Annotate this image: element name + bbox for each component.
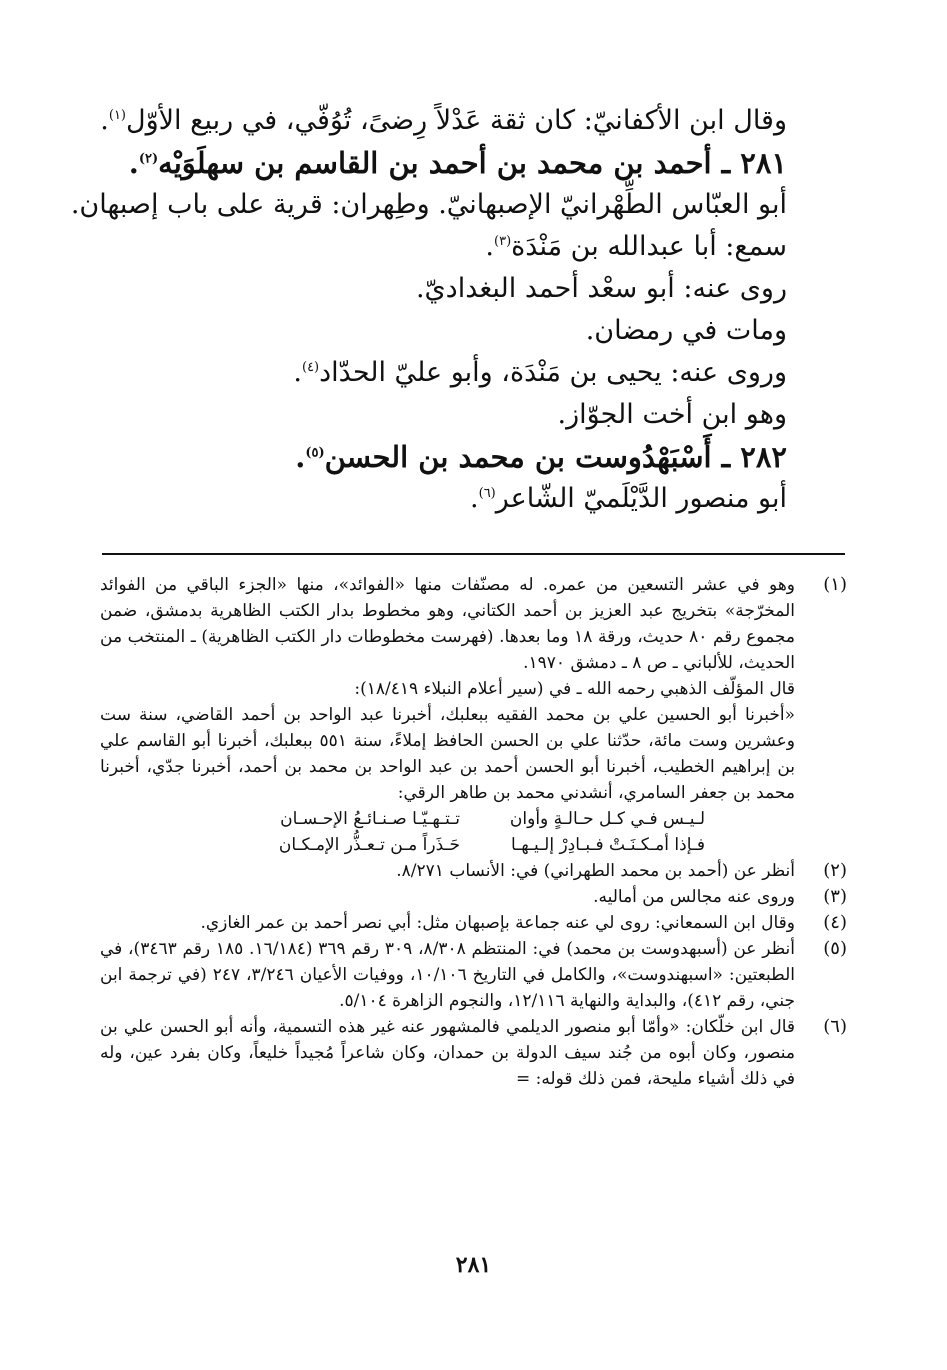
line-text: ٢٨١ ـ أحمد بن محمد بن أحمد بن القاسم بن سهلَوَيْه — [158, 146, 787, 180]
main-text — [70, 100, 787, 520]
footnote-ref: (٢) — [138, 151, 159, 167]
footnote-ref: (٣) — [494, 234, 512, 249]
entry-heading-281: ٢٨١ ـ أحمد بن محمد بن أحمد بن القاسم بن سهلَوَيْه$^{(٢)}$. — [128, 146, 787, 180]
footnote-text: أنظر عن (أسبهدوست بن محمد) في: المنتظم ٨/٣٠٨، ٣٠٩ رقم ٣٦٩ (١٦/١٨٤. ١٨٥ رقم ٣٤٦٣)، في الطبعتين: «اسبهندوست»، والكامل في التاريخ ١٠/١٠٦، ووفيات الأعيان ٣/٢٤٦، ٢٤٧ (في ترجمة ابن جني، رقم ٤١٢)، والبداية والنهاية ١٢/١١٦، والنجوم الزاهرة ٥/١٠٤. — [100, 939, 795, 1011]
line-text: سمع: أبا عبدالله بن مَنْدَة — [511, 231, 787, 262]
footnote-4 — [100, 910, 847, 936]
footnote-text: وروى عنه مجالس من أماليه. — [593, 887, 795, 907]
footnote-1 — [100, 572, 847, 858]
footnote-ref: (١) — [108, 108, 126, 123]
line-text: أبو منصور الدَّيْلَميّ الشّاعر — [495, 483, 787, 514]
line-text: وروى عنه: يحيى بن مَنْدَة، وأبو عليّ الحدّاد — [319, 357, 787, 388]
footnote-number: (٥) — [823, 938, 847, 959]
footnotes — [100, 572, 847, 1092]
verse-hemistich: لـيـس فـي كـل حـالـةٍ وأوان — [509, 809, 705, 829]
footnote-number: (٤) — [823, 912, 847, 933]
line-text: أبو العبّاس الطِّهْرانيّ الإصبهانيّ. وطِهران: قرية على باب إصبهان. — [70, 189, 787, 220]
text-line: سمع: أبا عبدالله بن مَنْدَة$^{(٣)}$. — [485, 231, 787, 262]
text-line — [70, 184, 787, 226]
text-line — [160, 394, 787, 436]
verse-hemistich: تـتـهـيّـا صـنـائـعُ الإحـسـان — [280, 809, 460, 829]
line-text: ٢٨٢ ـ أَسْبَهْدُوست بن محمد بن الحسن — [324, 440, 787, 474]
footnote-ref: (٥) — [305, 445, 325, 461]
footnote-text: «أخبرنا أبو الحسين علي بن محمد الفقيه ببعلبك، أخبرنا عبد الواحد بن أحمد القاضي، سنة ست وعشرين وست مائة، حدّثنا علي بن الحسن الحافظ إملاءً، سنة ٥٥١ ببعلبك، أخبرنا أبو القاسم علي بن إبراهيم الخطيب، أخبرنا أبو الحسن أحمد بن عبد الواحد بن محمد بن أحمد، أخبرنا جدّي، أخبرنا محمد بن جعفر السامري، أنشدني محمد بن طاهر الرقي: — [100, 705, 795, 803]
footnote-text: وهو في عشر التسعين من عمره. له مصنّفات منها «الفوائد»، منها «الجزء الباقي من الفوائد المخرّجة» بتخريج عبد العزيز بن أحمد الكتاني، وهو مخطوط بدار الكتب الظاهرية بدمشق، ضمن مجموع رقم ٨٠ حديث، ورقة ١٨ وما بعدها. (فهرست مخطوطات دار الكتب الظاهرية) ـ المنتخب من الحديث، للألباني ـ ص ٨ ـ دمشق ١٩٧٠. — [100, 575, 795, 673]
footnote-number: (١) — [823, 574, 847, 595]
footnote-text: أنظر عن (أحمد بن محمد الطهراني) في: الأنساب ٨/٢٧١. — [396, 861, 795, 881]
verse-hemistich: فـإذا أمـكـنَـتْ فـبـادِرْ إلـيـهـا — [511, 835, 705, 855]
text-line — [160, 310, 787, 352]
text-line: وقال ابن الأكفانيّ: كان ثقة عَدْلاً رِضىً، تُوُفّي، في ربيع الأوّل$^{(١)}$. — [100, 105, 787, 136]
footnote-ref: (٤) — [301, 360, 320, 375]
footnote-2 — [100, 858, 847, 884]
footnote-text: قال ابن خلّكان: «وأمّا أبو منصور الديلمي فالمشهور عنه غير هذه التسمية، وأنه أبو الحسن علي بن منصور، وكان أبوه من جُند سيف الدولة بن حمدان، وكان شاعراً مُجيداً خليعاً، وكان بفرد عين، وله في ذلك أشياء مليحة، فمن ذلك قوله: = — [100, 1017, 795, 1089]
line-text: وقال ابن الأكفانيّ: كان ثقة عَدْلاً رِضىً، تُوُفّي، في ربيع الأوّل — [126, 105, 787, 136]
footnote-text: وقال ابن السمعاني: روى لي عنه جماعة بإصبهان مثل: أبي نصر أحمد بن عمر الغازي. — [200, 913, 795, 933]
text-line — [160, 268, 787, 310]
line-text: ومات في رمضان. — [585, 315, 787, 346]
footnote-number: (٣) — [823, 886, 847, 907]
footnote-ref: (٦) — [478, 486, 496, 501]
poem-verse — [100, 806, 795, 832]
footnote-6 — [100, 1014, 847, 1092]
entry-heading-282: ٢٨٢ ـ أَسْبَهْدُوست بن محمد بن الحسن$^{(٥)}$. — [295, 440, 787, 474]
line-text: روى عنه: أبو سعْد أحمد البغداديّ. — [415, 273, 787, 304]
footnote-5 — [100, 936, 847, 1014]
footnote-number: (٦) — [823, 1016, 847, 1037]
page-number: ٢٨١ — [455, 1252, 492, 1278]
poem-verse — [100, 832, 795, 858]
line-text: وهو ابن أخت الجوّاز. — [557, 399, 787, 430]
verse-hemistich: حَـذَراً مـن تـعـذُّر الإمـكـان — [278, 835, 460, 855]
footnote-number: (٢) — [823, 860, 847, 881]
text-line: أبو منصور الدَّيْلَميّ الشّاعر$^{(٦)}$. — [470, 483, 787, 514]
footnote-3 — [100, 884, 847, 910]
text-line: وروى عنه: يحيى بن مَنْدَة، وأبو عليّ الحدّاد$^{(٤)}$. — [293, 357, 787, 388]
footnote-separator — [102, 553, 845, 555]
footnote-text: قال المؤلّف الذهبي رحمه الله ـ في (سير أعلام النبلاء ١٨/٤١٩): — [354, 679, 795, 699]
